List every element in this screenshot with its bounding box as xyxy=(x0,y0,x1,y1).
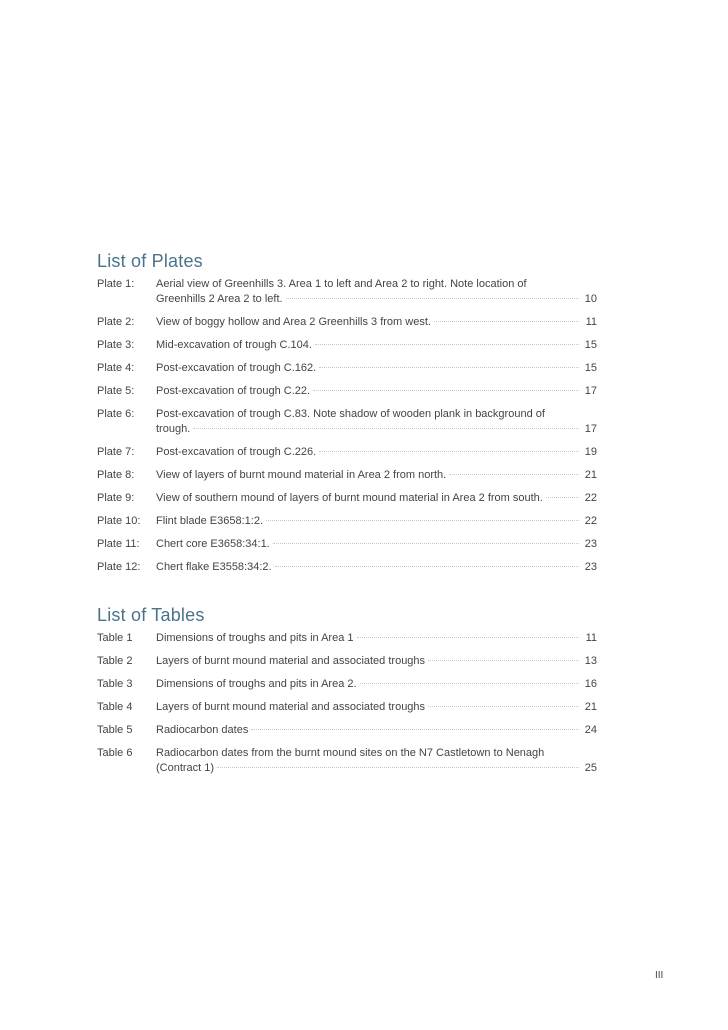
entry-line xyxy=(156,315,597,330)
entry-label: Plate 10: xyxy=(97,515,141,527)
entry-body xyxy=(156,631,597,646)
dot-leader xyxy=(319,451,579,452)
entry-body xyxy=(156,445,597,460)
entry-page-number: 22 xyxy=(584,515,597,527)
entry-body xyxy=(156,654,597,669)
list-of-plates xyxy=(97,250,597,583)
entry-line xyxy=(156,537,597,552)
toc-entry[interactable] xyxy=(97,445,597,460)
entry-page-number: 11 xyxy=(585,316,597,328)
entry-line xyxy=(156,292,597,307)
entry-page-number: 23 xyxy=(584,561,597,573)
dot-leader xyxy=(193,428,579,429)
dot-leader xyxy=(315,344,579,345)
entry-text: Post-excavation of trough C.226. xyxy=(156,446,317,458)
dot-leader xyxy=(434,321,579,322)
entry-line xyxy=(156,338,597,353)
entry-body xyxy=(156,407,597,437)
entry-label: Plate 6: xyxy=(97,408,135,420)
entry-label: Table 2 xyxy=(97,655,133,667)
dot-leader xyxy=(449,474,579,475)
entry-page-number: 16 xyxy=(584,678,597,690)
entry-label: Table 1 xyxy=(97,632,133,644)
entry-page-number: 24 xyxy=(584,724,597,736)
entry-page-number: 22 xyxy=(584,492,597,504)
dot-leader xyxy=(428,706,579,707)
toc-entry[interactable] xyxy=(97,560,597,575)
toc-entry[interactable] xyxy=(97,384,597,399)
entry-body xyxy=(156,700,597,715)
entry-body xyxy=(156,361,597,376)
dot-leader xyxy=(217,767,579,768)
entry-text-first-line: Radiocarbon dates from the burnt mound sites on the N7 Castletown to Nenagh xyxy=(156,747,545,759)
entry-body xyxy=(156,723,597,738)
plates-list xyxy=(97,277,597,575)
entry-line xyxy=(156,631,597,646)
toc-entry[interactable] xyxy=(97,338,597,353)
list-of-tables xyxy=(97,604,597,784)
toc-entry[interactable] xyxy=(97,315,597,330)
entry-label: Table 3 xyxy=(97,678,133,690)
entry-line xyxy=(156,723,597,738)
entry-body xyxy=(156,537,597,552)
entry-body xyxy=(156,560,597,575)
entry-page-number: 21 xyxy=(584,701,597,713)
dot-leader xyxy=(428,660,579,661)
entry-label: Plate 8: xyxy=(97,469,135,481)
entry-label: Table 6 xyxy=(97,747,133,759)
toc-entry[interactable] xyxy=(97,700,597,715)
entry-line xyxy=(156,514,597,529)
toc-entry[interactable] xyxy=(97,361,597,376)
entry-page-number: 19 xyxy=(584,446,597,458)
toc-entry[interactable] xyxy=(97,537,597,552)
plates-heading: List of Plates xyxy=(97,251,203,271)
entry-line xyxy=(156,560,597,575)
toc-entry[interactable] xyxy=(97,654,597,669)
dot-leader xyxy=(546,497,579,498)
entry-line xyxy=(156,761,597,776)
entry-text-first-line: Post-excavation of trough C.83. Note shadow of wooden plank in background of xyxy=(156,408,545,420)
entry-line xyxy=(156,491,597,506)
entry-text: Dimensions of troughs and pits in Area 2. xyxy=(156,678,357,690)
entry-body xyxy=(156,746,597,776)
entry-page-number: 15 xyxy=(584,339,597,351)
entry-text: Mid-excavation of trough C.104. xyxy=(156,339,312,351)
entry-line xyxy=(156,654,597,669)
entry-line xyxy=(156,700,597,715)
entry-page-number: 21 xyxy=(584,469,597,481)
entry-label: Plate 2: xyxy=(97,316,135,328)
entry-text: Chert flake E3558:34:2. xyxy=(156,561,272,573)
entry-page-number: 17 xyxy=(584,423,597,435)
entry-text: Layers of burnt mound material and associated troughs xyxy=(156,701,426,713)
entry-label: Table 5 xyxy=(97,724,133,736)
entry-page-number: 10 xyxy=(584,293,597,305)
entry-body xyxy=(156,338,597,353)
entry-page-number: 17 xyxy=(584,385,597,397)
toc-entry[interactable] xyxy=(97,677,597,692)
toc-entry[interactable] xyxy=(97,277,597,307)
entry-label: Plate 7: xyxy=(97,446,135,458)
entry-label: Plate 1: xyxy=(97,278,135,290)
entry-line xyxy=(156,361,597,376)
entry-label: Plate 5: xyxy=(97,385,135,397)
entry-text-first-line: Aerial view of Greenhills 3. Area 1 to left and Area 2 to right. Note location of xyxy=(156,278,527,290)
toc-entry[interactable] xyxy=(97,491,597,506)
entry-text: Radiocarbon dates xyxy=(156,724,249,736)
entry-label: Plate 9: xyxy=(97,492,135,504)
toc-entry[interactable] xyxy=(97,468,597,483)
entry-page-number: 13 xyxy=(584,655,597,667)
entry-text: View of southern mound of layers of burnt mound material in Area 2 from south. xyxy=(156,492,543,504)
entry-body xyxy=(156,384,597,399)
entry-line xyxy=(156,384,597,399)
entry-body xyxy=(156,491,597,506)
dot-leader xyxy=(273,543,579,544)
entry-text: View of boggy hollow and Area 2 Greenhills 3 from west. xyxy=(156,316,431,328)
dot-leader xyxy=(286,298,579,299)
entry-label: Plate 4: xyxy=(97,362,135,374)
entry-text: Dimensions of troughs and pits in Area 1 xyxy=(156,632,354,644)
entry-label: Plate 11: xyxy=(97,538,140,550)
entry-page-number: 25 xyxy=(584,762,597,774)
dot-leader xyxy=(266,520,579,521)
entry-body xyxy=(156,315,597,330)
tables-list xyxy=(97,631,597,776)
entry-line xyxy=(156,677,597,692)
dot-leader xyxy=(275,566,579,567)
toc-entry[interactable] xyxy=(97,723,597,738)
page-number-folio: III xyxy=(655,970,664,981)
dot-leader xyxy=(360,683,579,684)
entry-text: Greenhills 2 Area 2 to left. xyxy=(156,293,283,305)
entry-page-number: 23 xyxy=(584,538,597,550)
toc-entry[interactable] xyxy=(97,407,597,437)
entry-text: (Contract 1) xyxy=(156,762,215,774)
dot-leader xyxy=(313,390,579,391)
entry-text: trough. xyxy=(156,423,191,435)
dot-leader xyxy=(251,729,579,730)
entry-body xyxy=(156,514,597,529)
tables-heading: List of Tables xyxy=(97,605,205,625)
entry-label: Plate 12: xyxy=(97,561,141,573)
entry-text: Chert core E3658:34:1. xyxy=(156,538,270,550)
entry-body xyxy=(156,468,597,483)
entry-text: Post-excavation of trough C.162. xyxy=(156,362,317,374)
entry-label: Plate 3: xyxy=(97,339,135,351)
entry-text: View of layers of burnt mound material in Area 2 from north. xyxy=(156,469,447,481)
toc-entry[interactable] xyxy=(97,514,597,529)
entry-text: Flint blade E3658:1:2. xyxy=(156,515,264,527)
entry-page-number: 11 xyxy=(585,632,597,644)
toc-entry[interactable] xyxy=(97,631,597,646)
entry-text: Post-excavation of trough C.22. xyxy=(156,385,311,397)
entry-page-number: 15 xyxy=(584,362,597,374)
dot-leader xyxy=(319,367,579,368)
entry-text: Layers of burnt mound material and associated troughs xyxy=(156,655,426,667)
dot-leader xyxy=(357,637,579,638)
entry-body xyxy=(156,677,597,692)
entry-line xyxy=(156,422,597,437)
entry-line xyxy=(156,445,597,460)
toc-entry[interactable] xyxy=(97,746,597,776)
entry-body xyxy=(156,277,597,307)
entry-line xyxy=(156,468,597,483)
entry-label: Table 4 xyxy=(97,701,133,713)
